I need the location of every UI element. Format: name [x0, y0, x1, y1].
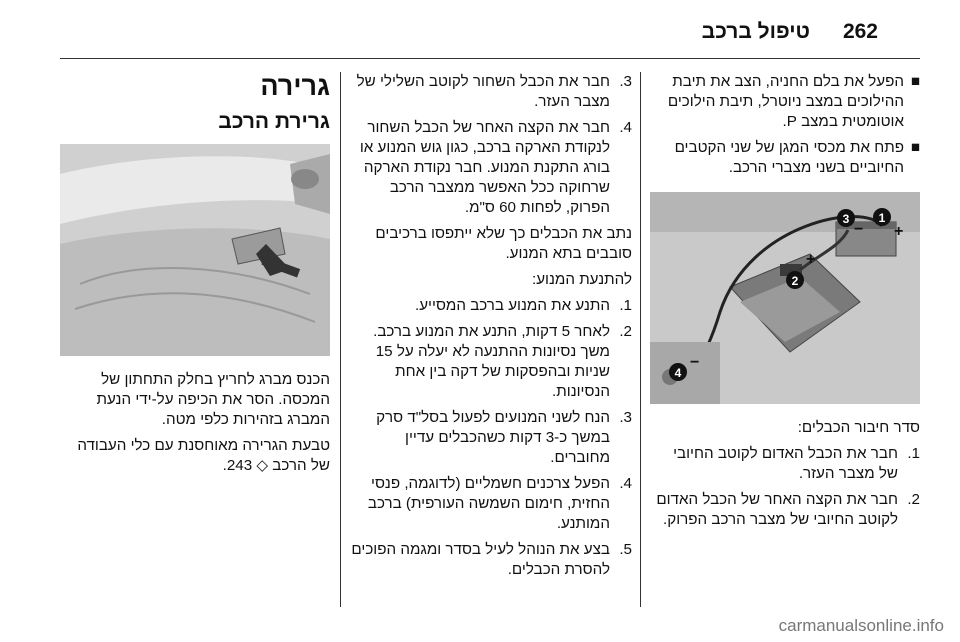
plus-sign-battery: + [894, 223, 904, 240]
list-item: 4. חבר את הקצה האחר של הכבל השחור לנקודת הארקה ברכב, כגון גוש המנוע או בורג התקנת המנוע. חבר נקודת הארקה שרחוקה ככל האפשר ממצבר הרכב הפרוק, לפחות 60 ס"מ. [359, 119, 632, 216]
list-item: ■ פתח את מכסי המגן של שני הקטבים החיוביים בשני מצברי הרכב. [674, 139, 920, 176]
bullet-icon: ■ [910, 139, 920, 156]
figure-label-2: 2 [791, 274, 799, 288]
towing-cover-figure [60, 144, 330, 356]
column-divider [640, 72, 641, 607]
column-middle [350, 72, 632, 586]
column-right [650, 72, 920, 536]
battery-figure [650, 192, 920, 404]
bullet-icon: ■ [910, 73, 920, 90]
chapter-title: טיפול ברכב [701, 20, 810, 43]
towing-instructions: הכנס מברג לחריץ בחלק התחתון של המכסה. הסר את הכיפה על-ידי הנעת המברג בזהירות כלפי מטה. [96, 371, 330, 428]
figure-label-4: 4 [674, 366, 682, 380]
towing-ring-note: טבעת הגרירה מאוחסנת עם כלי העבודה של הרכב ◇ 243. [77, 437, 330, 474]
list-item: 1. חבר את הכבל האדום לקוטב החיובי של מצבר העזר. [673, 445, 920, 482]
figure-label-1: 1 [878, 211, 886, 225]
list-item: 5. בצע את הנוהל לעיל בסדר ומגמה הפוכים להסרת הכבלים. [351, 541, 632, 578]
start-intro: להתנעת המנוע: [532, 271, 632, 288]
list-item: 1. התנע את המנוע ברכב המסייע. [415, 297, 632, 314]
watermark: carmanualsonline.info [778, 616, 944, 635]
plus-sign-fuse: + [806, 251, 816, 268]
column-left [58, 72, 330, 482]
minus-sign-ground: − [690, 354, 700, 371]
list-item: 3. חבר את הכבל השחור לקוטב השלילי של מצבר העזר. [356, 73, 632, 110]
list-item: 2. לאחר 5 דקות, התנע את המנוע ברכב. משך נסיונות ההתנעה לא יעלה על 15 שניות ובהפסקות של דקה בין אחת הנסיונות. [373, 323, 632, 400]
section-subheading: גרירת הרכב [218, 110, 330, 133]
routing-note: נתב את הכבלים כך שלא ייתפסו ברכיבים סובבים בתא המנוע. [375, 225, 632, 262]
list-item: ■ הפעל את בלם החניה, הצב את תיבת ההילוכים במצב ניוטרל, תיבת הילוכים אוטומטית במצב P. [667, 73, 920, 130]
list-item: 3. הנח לשני המנועים לפעול בסל"ד סרק במשך כ-3 דקות כשהכבלים עדיין מחוברים. [376, 409, 632, 466]
list-item: 2. חבר את הקצה האחר של הכבל האדום לקוטב החיובי של מצבר הרכב הפרוק. [656, 491, 920, 528]
page-header [60, 18, 920, 59]
cable-order-intro: סדר חיבור הכבלים: [797, 419, 920, 436]
list-item: 4. הפעל צרכנים חשמליים (לדוגמה, פנסי החזית, חימום השמשה העורפית) ברכב המותנע. [367, 475, 632, 532]
section-heading: גרירה [260, 71, 330, 101]
column-divider [340, 72, 341, 607]
page-number: 262 [842, 20, 878, 43]
minus-sign-battery: − [854, 221, 864, 238]
figure-label-3: 3 [842, 212, 850, 226]
